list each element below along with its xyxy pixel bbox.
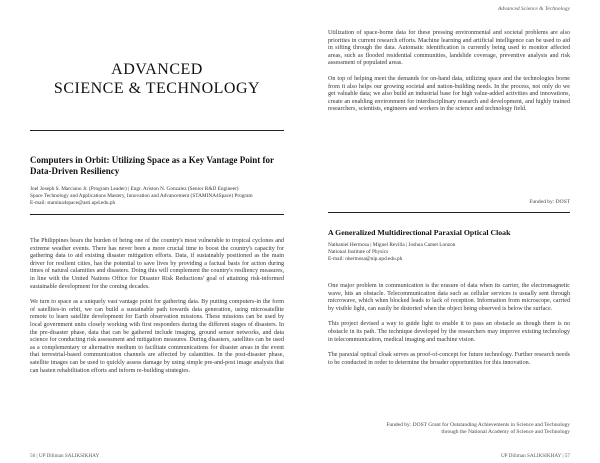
running-head: Advanced Science & Technology xyxy=(497,6,570,12)
paragraph: Utilization of space-borne data for these pressing environmental and societal problems are also priorities in current research efforts. Machine learning and artificial intelligence can be used to aid in sifting through the data. Automatic identification is currently being used to monitor affected areas, such as flooded residential communities, landslide coverage, preventive analysis and risk assessment of populated areas. xyxy=(328,30,570,67)
article-1-funding: Funded by: DOST xyxy=(529,199,570,205)
paragraph: One major problem in communication is the erasure of data when its carrier, the electromagnetic wave, hits an obstacle. Telecommunication data such as cellular services is usually sent through microwave, which when blocked leads to lack of reception. Information from microscope, carried by visible light, can easily be distorted when the object being observed is below the surface. xyxy=(328,283,570,312)
paragraph: We turn to space as a uniquely vast vantage point for gathering data. By putting computers-in the form of satellites-in orbit, we can build a sustainable path towards data generation, using microsatellite remote to learn satellite development for Earth observation missions. These missions can be used by local government units closely working with first responders during the different stages of disasters. In the pre-disaster phase, data that can be gathered include imaging, ground sensor networks, and data science for conducting risk assessment and mitigation measures. During disasters, satellites can be used as a complementary or alternative medium to facilitate communications for disaster areas in the event that terrestrial-based communication channels are affected by calamities. In the post-disaster phase, satellite images can be used to quickly assess damage by using simple pre-and-post image analysis that can hasten rehabilitation efforts and inform re-building strategies. xyxy=(30,299,284,374)
author-email: E-mail: stamina4space@asti.upd.edu.ph xyxy=(30,200,116,207)
article-2-authors xyxy=(328,242,570,264)
footer-left-page-number: 56 | UP Diliman SALIKSIKHAY xyxy=(30,453,100,459)
funding-line: through the National Academy of Science and Technology xyxy=(441,429,570,435)
article-2-title: A Generalized Multidirectional Paraxial Optical Cloak xyxy=(328,228,511,237)
section-masthead xyxy=(30,60,284,98)
article-1-continuation xyxy=(328,30,570,122)
author-line: Nathaniel Hermosa | Miguel Revilla | Joshua Camet Lonzon xyxy=(328,242,456,248)
article-1-body xyxy=(30,238,284,383)
article-1-title: Computers in Orbit: Utilizing Space as a Key Vantage Point for Data-Driven Resiliency xyxy=(30,155,274,176)
masthead-line-2: SCIENCE & TECHNOLOGY xyxy=(53,80,261,97)
divider-right xyxy=(328,212,570,213)
author-affiliation: National Institute of Physics xyxy=(328,249,389,256)
footer-right-page-number: UP Diliman SALIKSIKHAY | 57 xyxy=(500,453,570,459)
author-email: E-mail: nhermosa@nip.upd.edu.ph xyxy=(328,256,403,263)
article-2-funding xyxy=(328,422,570,436)
divider-bottom xyxy=(30,214,284,215)
paragraph: On top of helping meet the demands for on-hand data, utilizing space and the technologies borne from it also helps our growing societal and nation-building needs. In the process, not only do we get valuable data; we also build an industrial base for high value-added activities and innovations, create an enabling environment for interdisciplinary research and development, and highly trained researchers, scientists, engineers and workers in the science and technology field. xyxy=(328,75,570,113)
paragraph: The paraxial optical cloak serves as proof-of-concept for future technology. Further research needs to be conducted in order to determine the broader opportunities for this innovation. xyxy=(328,352,570,366)
paragraph: The Philippines bears the burden of being one of the country's most vulnerable to tropical cyclones and extreme weather events. There has never been a more crucial time to boost the country's capacity for gathering data to aid existing disaster mitigation efforts. Data, if sustainably positioned as the main driver for resilient cities, has the potential to save lives by providing a factual basis for action during times of natural calamities and disasters. Doing this will complement the country's resiliency measures, in line with the United Nations Office for Disaster Risk Reductions' goal of attaining risk-informed sustainable development for the coming decades. xyxy=(30,238,284,290)
divider-top xyxy=(30,130,284,131)
paragraph: This project devised a way to guide light to enable it to pass an obstacle as though there is no obstacle in its path. The technique developed by the researchers may improve existing technology in telecommunication, medical imaging and machine vision. xyxy=(328,321,570,343)
author-line: Space Technology and Applications Mastery, Innovation and Advancement (STAMINA4Space) Program xyxy=(30,193,253,200)
article-2-body xyxy=(328,283,570,375)
funding-line: Funded by: DOST Grant for Outstanding Achievements in Science and Technology xyxy=(386,422,570,428)
article-1-authors xyxy=(30,186,284,208)
author-line: Joel Joseph S. Marciano Jr. (Program Leader) | Engr. Ariston N. Gonzalez (Senior R&D Engineer) xyxy=(30,186,239,192)
masthead-line-1: ADVANCED xyxy=(111,61,203,78)
